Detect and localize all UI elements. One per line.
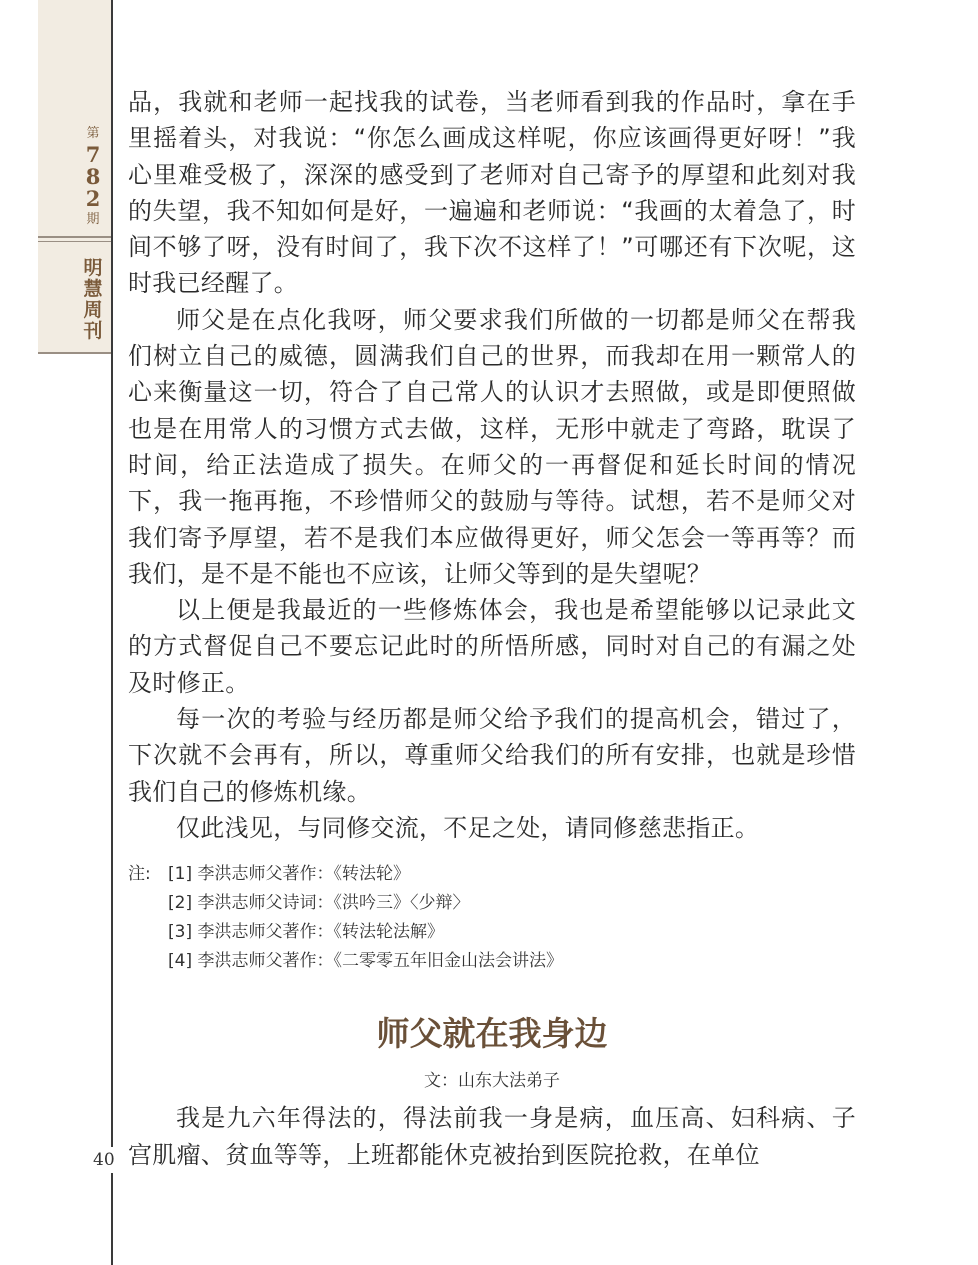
article-byline: 文：山东大法弟子 — [424, 1071, 560, 1092]
magazine-char: 明 — [83, 257, 103, 279]
footnote-text: [1] 李洪志师父著作：《转法轮》 — [168, 864, 410, 885]
paragraph: 以上便是我最近的一些修炼体会，我也是希望能够以记录此文的方式督促自己不要忘记此时的所悟所感，同时对自己的有漏之处及时修正。 — [128, 596, 856, 697]
page-number: 40 — [93, 1147, 115, 1173]
issue-prefix: 第 — [86, 126, 100, 141]
article-title: 师父就在我身边 — [376, 1014, 608, 1054]
paragraph: 品，我就和老师一起找我的试卷，当老师看到我的作品时，拿在手里摇着头，对我说：“你怎么画成这样呢，你应该画得更好呀！”我心里难受极了，深深的感受到了老师对自己寄予的厚望和此刻对我的失望，我不知如何是好，一遍遍和老师说：“我画的太着急了，时间不够了呀，没有时间了，我下次不这样了！”可哪还有下次呢，这时我已经醒了。 — [128, 88, 856, 298]
magazine-char: 慧 — [83, 278, 103, 300]
magazine-char: 刊 — [83, 320, 103, 342]
article-body — [128, 84, 856, 1173]
footnote — [128, 889, 856, 918]
magazine-name — [80, 258, 106, 342]
footnote-text: [4] 李洪志师父著作：《二零零五年旧金山法会讲法》 — [168, 951, 563, 972]
paragraph: 仅此浅见，与同修交流，不足之处，请同修慈悲指正。 — [176, 813, 760, 842]
footnote — [128, 918, 856, 947]
footnote — [128, 947, 856, 976]
footnote-text: [2] 李洪志师父诗词：《洪吟三》〈少辩〉 — [168, 893, 470, 914]
paragraph: 每一次的考验与经历都是师父给予我们的提高机会，错过了，下次就不会再有，所以，尊重师父给我们的所有安排，也就是珍惜我们自己的修炼机缘。 — [128, 705, 856, 806]
footnote-text: [3] 李洪志师父著作：《转法轮法解》 — [168, 922, 444, 943]
magazine-char: 周 — [83, 299, 103, 321]
footnote-label: 注: — [128, 864, 151, 885]
issue-digit: 2 — [85, 186, 101, 211]
paragraph: 师父是在点化我呀，师父要求我们所做的一切都是师父在帮我们树立自己的威德，圆满我们自己的世界，而我却在用一颗常人的心来衡量这一切，符合了自己常人的认识才去照做，或是即便照做也是在用常人的习惯方式去做，这样，无形中就走了弯路，耽误了时间，给正法造成了损失。在师父的一再督促和延长时间的情况下，我一拖再拖，不珍惜师父的鼓励与等待。试想，若不是师父对我们寄予厚望，若不是我们本应做得更好，师父怎会一等再等？而我们，是不是不能也不应该，让师父等到的是失望呢？ — [128, 305, 856, 588]
issue-suffix: 期 — [86, 212, 100, 227]
issue-digit: 7 — [85, 142, 101, 167]
issue-digit: 8 — [85, 164, 101, 189]
footnote — [128, 860, 856, 889]
footnotes — [128, 860, 856, 976]
margin-rule — [111, 0, 113, 1265]
sidebar-divider — [38, 236, 111, 238]
sidebar-divider-thin — [38, 241, 111, 242]
paragraph: 我是九六年得法的，得法前我一身是病，血压高、妇科病、子宫肌瘤、贫血等等，上班都能休克被抬到医院抢救，在单位 — [128, 1104, 856, 1169]
issue-number — [80, 124, 106, 230]
